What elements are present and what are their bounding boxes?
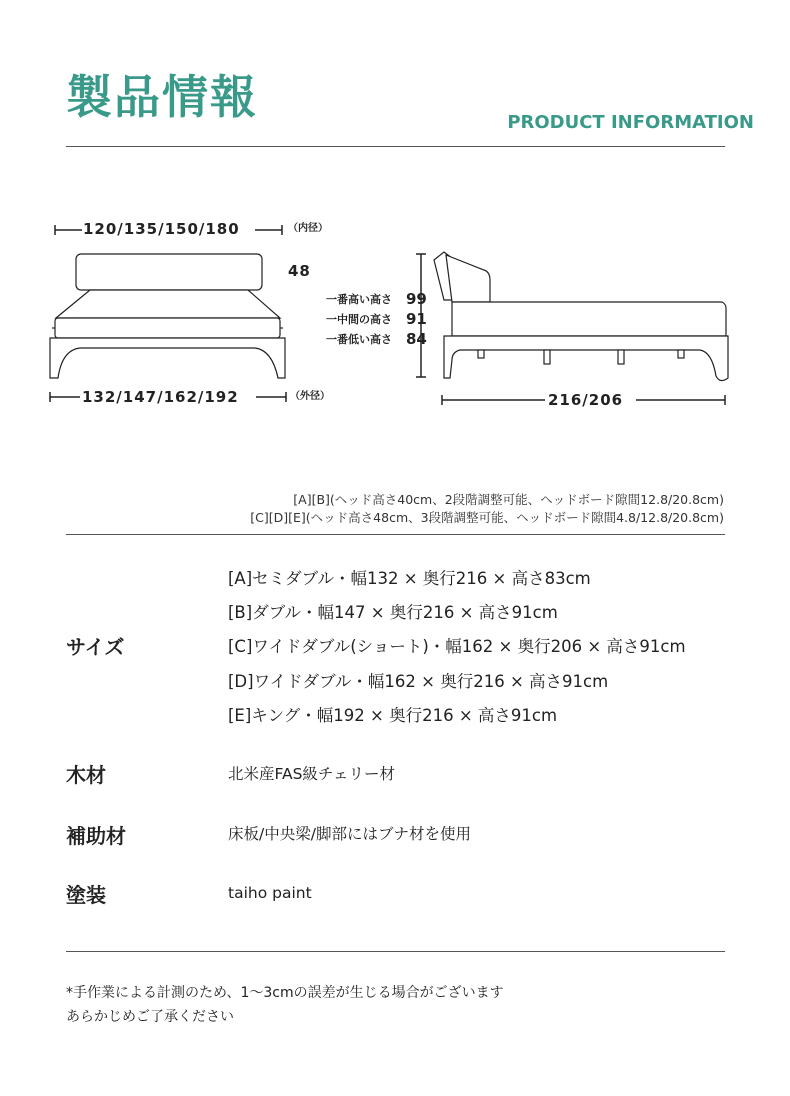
headboard-height-label: 48: [288, 262, 311, 280]
outer-width-label: 132/147/162/192: [82, 388, 239, 406]
notes-divider: [66, 534, 725, 535]
height-label: 一番低い高さ: [326, 332, 392, 346]
aux-material-value: 床板/中央梁/脚部にはブナ材を使用: [228, 825, 471, 843]
size-label: サイズ: [66, 635, 125, 659]
size-item-c: [C]ワイドダブル(ショート)・幅162 × 奥行206 × 高さ91cm: [228, 637, 686, 656]
size-item-d: [D]ワイドダブル・幅162 × 奥行216 × 高さ91cm: [228, 672, 609, 691]
height-label: 一番高い高さ: [326, 292, 392, 306]
inner-width-label: 120/135/150/180: [83, 220, 240, 238]
bed-side-view: [434, 252, 728, 381]
bed-front-view: [50, 254, 285, 378]
height-value: 99: [406, 289, 427, 308]
wood-label: 木材: [66, 763, 106, 787]
headboard-note-ab: [A][B](ヘッド高さ40cm、2段階調整可能、ヘッドボード隙間12.8/20.8cm): [293, 492, 724, 507]
length-label: 216/206: [548, 391, 624, 409]
footnote-line-2: あらかじめご了承ください: [66, 1009, 234, 1025]
footnote-line-1: *手作業による計測のため、1〜3cmの誤差が生じる場合がございます: [66, 985, 504, 1001]
height-label: 一中間の高さ: [326, 312, 392, 326]
finish-label: 塗装: [66, 883, 106, 907]
size-item-a: [A]セミダブル・幅132 × 奥行216 × 高さ83cm: [228, 569, 591, 588]
height-row-mid: [326, 309, 427, 329]
outer-width-note: （外径）: [290, 391, 330, 402]
page-subtitle: PRODUCT INFORMATION: [507, 112, 754, 133]
size-item-b: [B]ダブル・幅147 × 奥行216 × 高さ91cm: [228, 603, 558, 622]
height-list: [326, 289, 427, 349]
aux-material-label: 補助材: [66, 824, 126, 848]
wood-value: 北米産FAS級チェリー材: [228, 765, 395, 783]
height-value: 91: [406, 309, 427, 328]
footer-divider: [66, 951, 725, 952]
size-item-e: [E]キング・幅192 × 奥行216 × 高さ91cm: [228, 706, 558, 725]
height-row-high: [326, 289, 427, 309]
page-title: 製品情報: [66, 70, 258, 124]
finish-value: taiho paint: [228, 884, 312, 902]
height-row-low: [326, 329, 427, 349]
height-value: 84: [406, 329, 427, 348]
headboard-note-cde: [C][D][E](ヘッド高さ48cm、3段階調整可能、ヘッドボード隙間4.8/12.8/20.8cm): [250, 510, 724, 525]
inner-width-note: （内径）: [288, 223, 328, 234]
